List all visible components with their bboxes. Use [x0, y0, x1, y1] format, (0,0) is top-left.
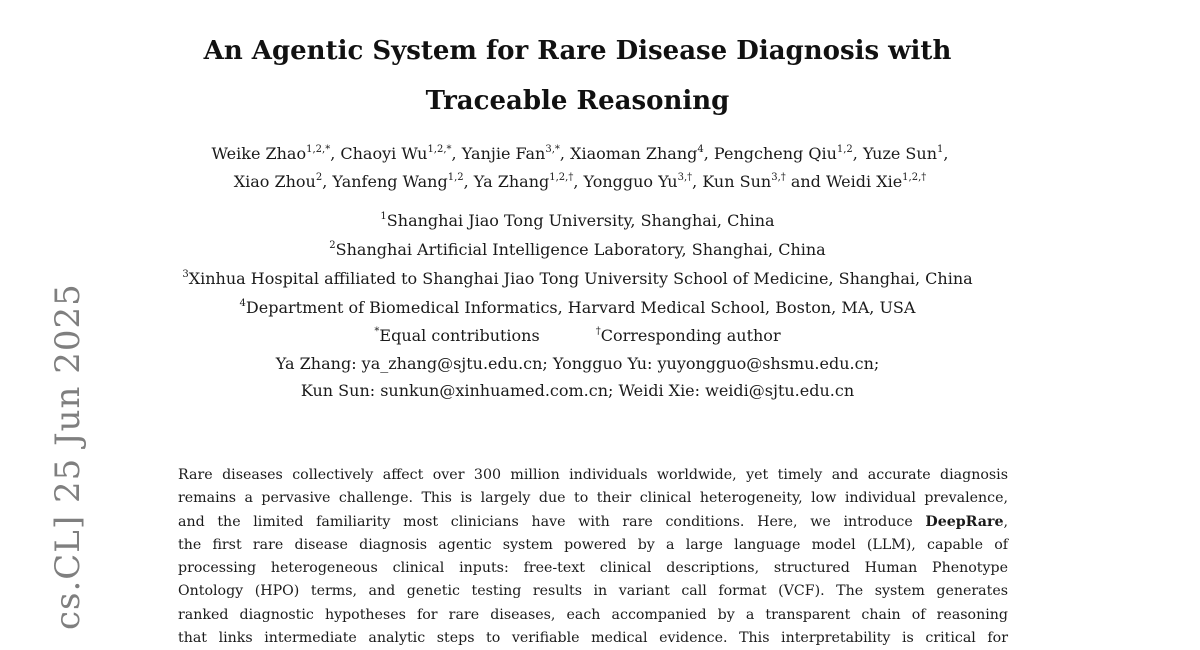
author-name: Yanfeng Wang	[332, 172, 448, 191]
author-name: Kun Sun	[702, 172, 772, 191]
author-name: Pengcheng Qiu	[713, 144, 837, 163]
corresponding-author-note	[596, 326, 781, 345]
email-line-2: Kun Sun: sunkun@xinhuamed.com.cn; Weidi Xie: weidi@sjtu.edu.cn	[300, 381, 855, 400]
author-separator: and	[785, 172, 827, 191]
author-name: Yanjie Fan	[461, 144, 546, 163]
author	[584, 172, 703, 191]
author-affiliation-mark: 1,2,*	[427, 143, 452, 155]
author	[714, 144, 863, 163]
affiliation-text: Department of Biomedical Informatics, Harvard Medical School, Boston, MA, USA	[245, 298, 916, 317]
title-line-2: Traceable Reasoning	[425, 86, 730, 116]
author-name: Xiaoman Zhang	[570, 144, 698, 163]
affiliation-mark: 1	[380, 210, 387, 222]
system-name: DeepRare	[925, 513, 1004, 530]
abstract	[178, 464, 1008, 650]
abstract-line: Ontology (HPO) terms, and genetic testing results in variant call format (VCF). The system generates	[178, 583, 1008, 600]
author-affiliation-mark: 1,2	[447, 171, 464, 183]
author	[212, 144, 341, 163]
author	[234, 172, 333, 191]
author-affiliation-mark: 3,†	[677, 171, 693, 183]
abstract-line: Rare diseases collectively affect over 300 million individuals worldwide, yet timely and accurate diagnosis	[178, 467, 1008, 483]
author-separator: ,	[692, 172, 703, 191]
corresponding-author-mark: †	[595, 325, 601, 337]
affiliation-text: Shanghai Jiao Tong University, Shanghai, China	[386, 211, 775, 230]
affiliation-mark: 2	[329, 239, 336, 251]
equal-contribution-mark: *	[374, 325, 380, 337]
abstract-text: ,	[1003, 513, 1009, 530]
author-name: Weike Zhao	[211, 144, 307, 163]
author	[340, 144, 461, 163]
author-name: Weidi Xie	[826, 172, 903, 191]
author	[826, 172, 926, 191]
author	[863, 144, 949, 163]
affiliation-list	[0, 206, 1155, 322]
author-affiliation-mark: 1,2,†	[549, 171, 574, 183]
author	[570, 144, 714, 163]
author-name: Yongguo Yu	[583, 172, 678, 191]
corresponding-author-text: Corresponding author	[600, 326, 781, 345]
author-name: Chaoyi Wu	[340, 144, 428, 163]
author-separator: ,	[451, 144, 462, 163]
author-affiliation-mark: 4	[697, 143, 704, 155]
author	[332, 172, 473, 191]
affiliation	[0, 235, 1155, 264]
author-name: Yuze Sun	[862, 144, 937, 163]
equal-contribution-text: Equal contributions	[379, 326, 540, 345]
affiliation-mark: 4	[239, 297, 246, 309]
abstract-line: ranked diagnostic hypotheses for rare diseases, each accompanied by a transparent chain of reasoning	[178, 606, 1008, 623]
affiliation	[0, 264, 1155, 293]
arxiv-side-stamp: cs.CL] 25 Jun 2025	[48, 283, 88, 630]
author-list	[0, 140, 1160, 196]
author	[702, 172, 826, 191]
abstract-line: remains a pervasive challenge. This is largely due to their clinical heterogeneity, low individual prevalence,	[178, 490, 1008, 507]
author-separator: ,	[703, 144, 714, 163]
author-separator: ,	[322, 172, 333, 191]
author	[462, 144, 570, 163]
author-separator: ,	[852, 144, 863, 163]
author-separator: ,	[330, 144, 341, 163]
affiliation-mark: 3	[182, 268, 189, 280]
abstract-line: processing heterogeneous clinical inputs: free-text clinical descriptions, structured Human Phenotype	[178, 560, 1008, 577]
equal-contribution-note	[374, 326, 539, 345]
author-separator: ,	[559, 144, 571, 163]
abstract-text: and the limited familiarity most clinicians have with rare conditions. Here, we introduce	[178, 513, 913, 530]
contact-emails	[0, 350, 1155, 404]
affiliation	[0, 293, 1155, 322]
author-name: Ya Zhang	[473, 172, 550, 191]
author-line-2	[0, 168, 1160, 196]
paper-title	[0, 26, 1155, 126]
abstract-line	[178, 511, 1008, 534]
email-line-1: Ya Zhang: ya_zhang@sjtu.edu.cn; Yongguo Yu: yuyongguo@shsmu.edu.cn;	[275, 354, 880, 373]
author-affiliation-mark: 1,2,*	[306, 143, 331, 155]
author-affiliation-mark: 3,†	[771, 171, 786, 183]
author-line-1	[0, 140, 1160, 168]
author-separator: ,	[573, 172, 584, 191]
affiliation-text: Shanghai Artificial Intelligence Laboratory, Shanghai, China	[335, 240, 826, 259]
author	[474, 172, 584, 191]
author-notes	[0, 322, 1155, 349]
author-separator: ,	[463, 172, 474, 191]
author-affiliation-mark: 1	[937, 143, 944, 155]
title-line-1: An Agentic System for Rare Disease Diagnosis with	[203, 36, 952, 66]
abstract-line: the first rare disease diagnosis agentic system powered by a large language model (LLM), capable of	[178, 536, 1008, 553]
abstract-line: that links intermediate analytic steps to verifiable medical evidence. This interpretability is critical for	[178, 630, 1008, 647]
affiliation	[0, 206, 1155, 235]
author-name: Xiao Zhou	[233, 172, 316, 191]
author-separator: ,	[943, 144, 949, 163]
author-affiliation-mark: 2	[315, 171, 323, 183]
affiliation-text: Xinhua Hospital affiliated to Shanghai Jiao Tong University School of Medicine, Shanghai, China	[188, 269, 973, 288]
author-affiliation-mark: 1,2,†	[902, 171, 927, 183]
author-affiliation-mark: 1,2	[836, 143, 853, 155]
author-affiliation-mark: 3,*	[545, 143, 560, 155]
